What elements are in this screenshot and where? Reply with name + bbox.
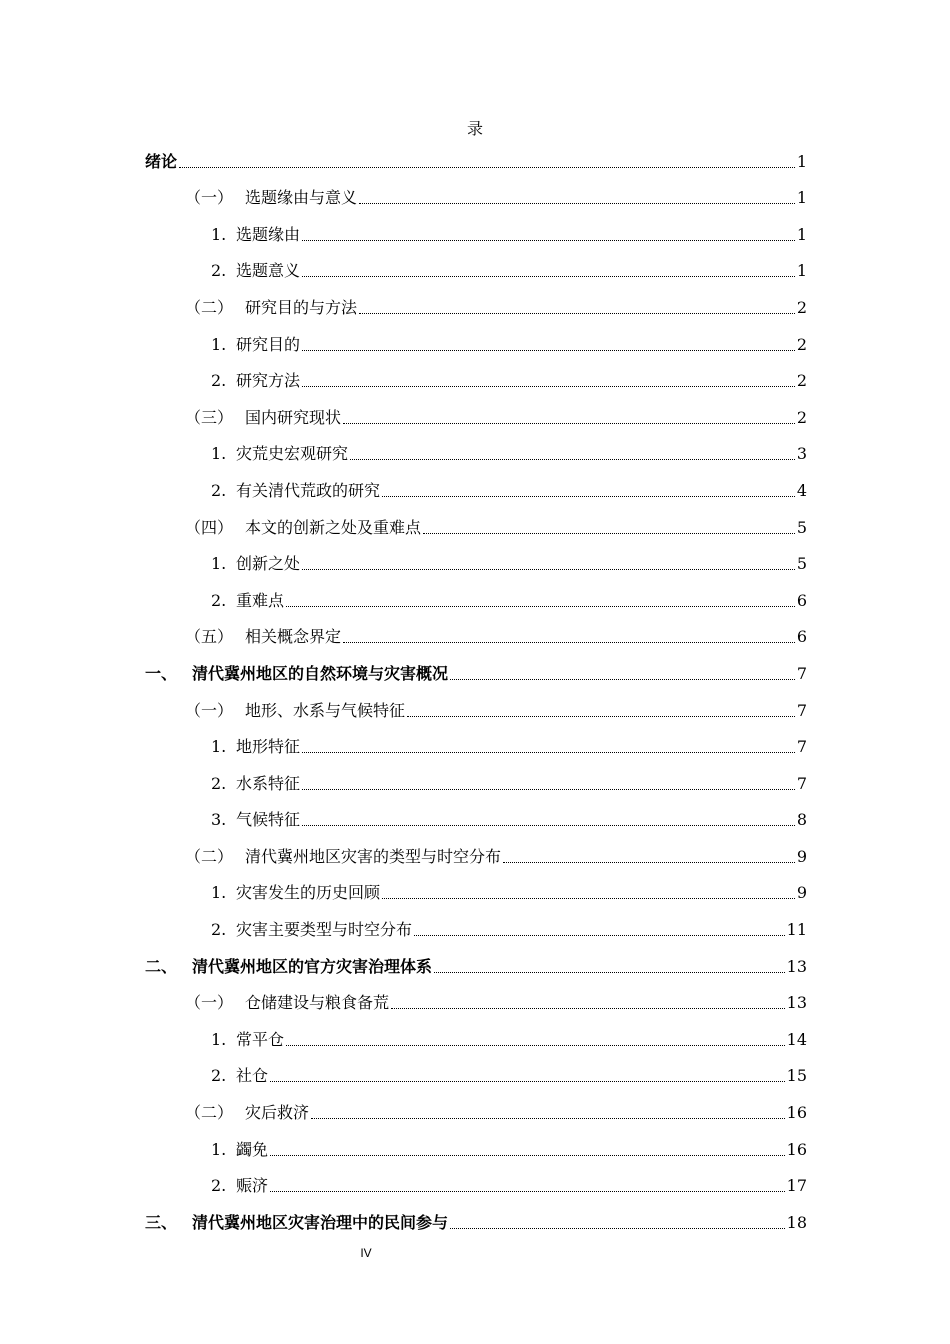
toc-entry-number: （四） [185, 517, 234, 537]
toc-entry-title: 清代冀州地区的自然环境与灾害概况 [192, 663, 449, 683]
toc-entry-page: 2 [796, 297, 807, 317]
dot-leader [359, 202, 795, 204]
toc-entry-page: 7 [796, 700, 807, 720]
toc-title: 录 [466, 119, 483, 138]
toc-entry-number: 1. [211, 1029, 227, 1049]
toc-entry[interactable] [145, 1124, 807, 1161]
dot-leader [382, 495, 795, 497]
toc-entry-title: 创新之处 [236, 554, 301, 574]
toc-entry[interactable] [145, 1051, 807, 1088]
toc-entry[interactable] [145, 136, 807, 173]
dot-leader [311, 1117, 785, 1119]
dot-leader [407, 715, 795, 717]
toc-entry-number: 2. [211, 1066, 227, 1086]
toc-entry-title: 绪论 [145, 151, 178, 171]
dot-leader [414, 934, 785, 936]
toc-entry-page: 4 [796, 480, 807, 500]
toc-entry[interactable] [145, 758, 807, 795]
toc-entry[interactable] [145, 575, 807, 612]
toc-entry-title: 灾害主要类型与时空分布 [236, 920, 413, 940]
toc-entry-page: 7 [796, 773, 807, 793]
toc-entry-number: （三） [185, 407, 234, 427]
toc-entry[interactable] [145, 173, 807, 210]
toc-entry[interactable] [145, 1087, 807, 1124]
toc-entry-number: 三、 [145, 1212, 178, 1232]
toc-entry-title: 气候特征 [236, 810, 301, 830]
toc-entry-title: 仓储建设与粮食备荒 [245, 993, 390, 1013]
toc-entry-title: 本文的创新之处及重难点 [245, 517, 422, 537]
dot-leader [302, 751, 795, 753]
toc-entry-page: 8 [796, 810, 807, 830]
toc-entry-page: 1 [796, 224, 807, 244]
toc-entry-page: 3 [796, 444, 807, 464]
toc-entry-page: 5 [796, 517, 807, 537]
toc-entry-number: 1. [211, 444, 227, 464]
toc-entry[interactable] [145, 648, 807, 685]
toc-entry-title: 灾害发生的历史回顾 [236, 883, 381, 903]
toc-entry-title: 重难点 [236, 590, 285, 610]
toc-entry-title: 社仓 [236, 1066, 269, 1086]
toc-entry-title: 地形特征 [236, 737, 301, 757]
toc-entry-page: 16 [786, 1139, 807, 1159]
toc-entry[interactable] [145, 1161, 807, 1198]
toc-entry-number: （二） [185, 297, 234, 317]
toc-entry-number: 2. [211, 371, 227, 391]
dot-leader [302, 788, 795, 790]
dot-leader [302, 568, 795, 570]
toc-entry[interactable] [145, 978, 807, 1015]
toc-entry-number: （二） [185, 1103, 234, 1123]
toc-entry-number: （一） [185, 188, 234, 208]
toc-entry-page: 7 [796, 663, 807, 683]
toc-entry-title: 赈济 [236, 1176, 269, 1196]
toc-entry-page: 7 [796, 737, 807, 757]
toc-entry-page: 15 [786, 1066, 807, 1086]
toc-entry-page: 2 [796, 371, 807, 391]
toc-entry[interactable] [145, 209, 807, 246]
toc-entry-number: 2. [211, 480, 227, 500]
toc-entry-title: 清代冀州地区灾害治理中的民间参与 [192, 1212, 449, 1232]
dot-leader [302, 239, 795, 241]
dot-leader [343, 641, 795, 643]
toc-entry-number: （二） [185, 846, 234, 866]
toc-entry-page: 13 [786, 956, 807, 976]
toc-entry-number: 1. [211, 334, 227, 354]
toc-entry-number: 1. [211, 1139, 227, 1159]
toc-entry-number: 二、 [145, 956, 178, 976]
toc-entry[interactable] [145, 246, 807, 283]
toc-entry-title: 研究目的 [236, 334, 301, 354]
toc-entry-title: 国内研究现状 [245, 407, 342, 427]
toc-entry-page: 6 [796, 627, 807, 647]
toc-entry[interactable] [145, 539, 807, 576]
toc-entry-title: 蠲免 [236, 1139, 269, 1159]
toc-entry-title: 选题缘由 [236, 224, 301, 244]
toc-entry-number: 2. [211, 773, 227, 793]
toc-entry-title: 灾后救济 [245, 1103, 310, 1123]
toc-entry-number: 2. [211, 261, 227, 281]
toc-entry-number: 3. [211, 810, 227, 830]
dot-leader [350, 458, 795, 460]
toc-entry-page: 1 [796, 188, 807, 208]
toc-entry-title: 水系特征 [236, 773, 301, 793]
toc-entry-number: 1. [211, 554, 227, 574]
dot-leader [270, 1080, 785, 1082]
toc-entry[interactable] [145, 282, 807, 319]
toc-entry[interactable] [145, 502, 807, 539]
toc-entry-title: 研究目的与方法 [245, 297, 358, 317]
toc-entry-title: 地形、水系与气候特征 [245, 700, 406, 720]
toc-entry-number: （一） [185, 993, 234, 1013]
toc-entry-page: 1 [796, 151, 807, 171]
toc-entry[interactable] [145, 685, 807, 722]
toc-entry-number: （五） [185, 627, 234, 647]
toc-entry-title: 研究方法 [236, 371, 301, 391]
toc-entry-page: 9 [796, 883, 807, 903]
dot-leader [343, 422, 795, 424]
toc-entry-title: 选题缘由与意义 [245, 188, 358, 208]
toc-entry-page: 5 [796, 554, 807, 574]
dot-leader [359, 312, 795, 314]
toc-entry-number: 2. [211, 1176, 227, 1196]
dot-leader [302, 385, 795, 387]
toc-entry-number: 2. [211, 920, 227, 940]
page-number: IV [360, 1246, 372, 1260]
toc-entry[interactable] [145, 795, 807, 832]
dot-leader [179, 166, 795, 168]
dot-leader [286, 1044, 785, 1046]
dot-leader [270, 1190, 785, 1192]
toc-entry-number: 1. [211, 883, 227, 903]
toc-entry-title: 清代冀州地区灾害的类型与时空分布 [245, 846, 502, 866]
toc-entry-title: 选题意义 [236, 261, 301, 281]
toc-entry-page: 16 [786, 1103, 807, 1123]
toc-entry-page: 6 [796, 590, 807, 610]
dot-leader [391, 1007, 785, 1009]
toc-entry-page: 9 [796, 846, 807, 866]
toc-entry-page: 1 [796, 261, 807, 281]
toc-entry-page: 2 [796, 407, 807, 427]
dot-leader [450, 1227, 785, 1229]
toc-entry[interactable] [145, 941, 807, 978]
toc-entry[interactable] [145, 1197, 807, 1234]
dot-leader [302, 349, 795, 351]
toc-entry-page: 17 [786, 1176, 807, 1196]
toc-entry-number: 1. [211, 737, 227, 757]
toc-entry[interactable] [145, 429, 807, 466]
toc-entry-page: 11 [786, 920, 807, 940]
table-of-contents [145, 136, 807, 1234]
toc-entry-page: 18 [786, 1212, 807, 1232]
toc-entry[interactable] [145, 868, 807, 905]
toc-entry-number: 2. [211, 590, 227, 610]
toc-entry[interactable] [145, 465, 807, 502]
dot-leader [450, 678, 795, 680]
toc-entry-title: 灾荒史宏观研究 [236, 444, 349, 464]
toc-entry[interactable] [145, 831, 807, 868]
toc-entry-number: 一、 [145, 663, 178, 683]
toc-entry-number: 1. [211, 224, 227, 244]
dot-leader [286, 605, 795, 607]
dot-leader [423, 532, 795, 534]
toc-entry-page: 13 [786, 993, 807, 1013]
toc-entry[interactable] [145, 319, 807, 356]
dot-leader [382, 897, 795, 899]
toc-entry-title: 常平仓 [236, 1029, 285, 1049]
toc-entry-number: （一） [185, 700, 234, 720]
dot-leader [270, 1154, 785, 1156]
toc-entry-page: 14 [786, 1029, 807, 1049]
toc-entry[interactable] [145, 904, 807, 941]
toc-entry[interactable] [145, 392, 807, 429]
dot-leader [434, 971, 785, 973]
dot-leader [302, 824, 795, 826]
toc-entry-title: 清代冀州地区的官方灾害治理体系 [192, 956, 433, 976]
toc-entry[interactable] [145, 356, 807, 393]
dot-leader [302, 275, 795, 277]
toc-entry[interactable] [145, 612, 807, 649]
toc-entry-title: 相关概念界定 [245, 627, 342, 647]
toc-entry[interactable] [145, 1014, 807, 1051]
toc-entry-page: 2 [796, 334, 807, 354]
dot-leader [503, 861, 795, 863]
toc-entry[interactable] [145, 722, 807, 759]
toc-entry-title: 有关清代荒政的研究 [236, 480, 381, 500]
